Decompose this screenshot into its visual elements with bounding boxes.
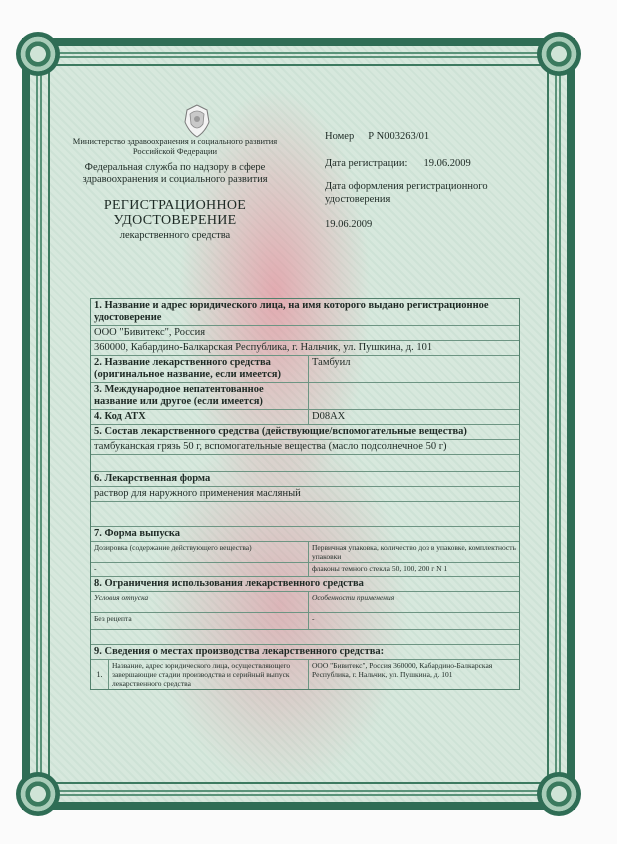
number-label: Номер <box>325 131 355 142</box>
registration-block <box>325 130 525 231</box>
document-title-line2: УДОСТОВЕРЕНИЕ <box>113 213 237 228</box>
dosage-form-value: раствор для наружного применения масляный <box>94 488 301 499</box>
packaging-column-header: Первичная упаковка, количество доз в упаковке, комплектность упаковки <box>312 543 516 561</box>
drug-name: Тамбуил <box>312 357 351 368</box>
issue-date-label: Дата оформления регистрационного удостоверения <box>325 181 488 205</box>
issuer-block <box>70 136 280 241</box>
section-6-title: 6. Лекарственная форма <box>94 473 211 484</box>
section-8-title: 8. Ограничения использования лекарственного средства <box>94 578 364 589</box>
section-4-title: 4. Код АТХ <box>91 410 309 424</box>
packaging-value: флаконы темного стекла 50, 100, 200 г N 1 <box>312 564 448 573</box>
rosette-icon <box>537 772 581 816</box>
section-3-title: 3. Международное непатентованное название или другое (если имеется) <box>91 383 309 409</box>
dispensing-value: Без рецепта <box>91 613 309 629</box>
section-1-title: 1. Название и адрес юридического лица, на имя которого выдано регистрационное удостоверение <box>94 300 489 323</box>
ministry-name: Министерство здравоохранения и социального развития Российской Федерации <box>72 136 278 156</box>
holder-address: 360000, Кабардино-Балкарская Республика, г. Нальчик, ул. Пушкина, д. 101 <box>94 342 433 353</box>
rosette-icon <box>16 32 60 76</box>
site-number: 1. <box>91 660 109 689</box>
dosage-value: - <box>91 563 309 576</box>
section-9-title: 9. Сведения о местах производства лекарственного средства: <box>94 646 385 657</box>
coat-of-arms-icon <box>181 102 213 140</box>
section-7-title: 7. Форма выпуска <box>94 528 181 539</box>
dosage-column-header: Дозировка (содержание действующего вещества) <box>91 542 309 562</box>
site-value: ООО "Бивитекс", Россия 360000, Кабардино-Балкарская Республика, г. Нальчик, ул. Пушкина, д. 101 <box>312 661 493 679</box>
usage-value: - <box>312 614 315 623</box>
composition-value: тамбуканская грязь 50 г, вспомогательные вещества (масло подсолнечное 50 г) <box>94 441 447 452</box>
dispensing-column-header: Условия отпуска <box>91 592 309 612</box>
issue-date-value: 19.06.2009 <box>325 219 373 230</box>
number-value: Р N003263/01 <box>368 131 430 142</box>
atc-code: D08AX <box>312 411 346 422</box>
section-2-title: 2. Название лекарственного средства (оригинальное название, если имеется) <box>91 356 309 382</box>
document-subtitle: лекарственного средства <box>119 230 231 241</box>
rosette-icon <box>537 32 581 76</box>
certificate-table <box>90 298 520 690</box>
reg-date-label: Дата регистрации: <box>325 158 408 169</box>
reg-date-value: 19.06.2009 <box>423 158 471 169</box>
section-5-title: 5. Состав лекарственного средства (действующие/вспомогательные вещества) <box>94 426 467 437</box>
usage-column-header: Особенности применения <box>312 593 395 602</box>
holder-name: ООО "Бивитекс", Россия <box>94 327 206 338</box>
service-name: Федеральная служба по надзору в сфере здравоохранения и социального развития <box>82 162 268 185</box>
site-label: Название, адрес юридического лица, осуществляющего завершающие стадии производства и серийный выпуск лекарственного средства <box>109 660 309 689</box>
inn-value <box>309 383 519 409</box>
document-title-line1: РЕГИСТРАЦИОННОЕ <box>103 198 247 213</box>
rosette-icon <box>16 772 60 816</box>
